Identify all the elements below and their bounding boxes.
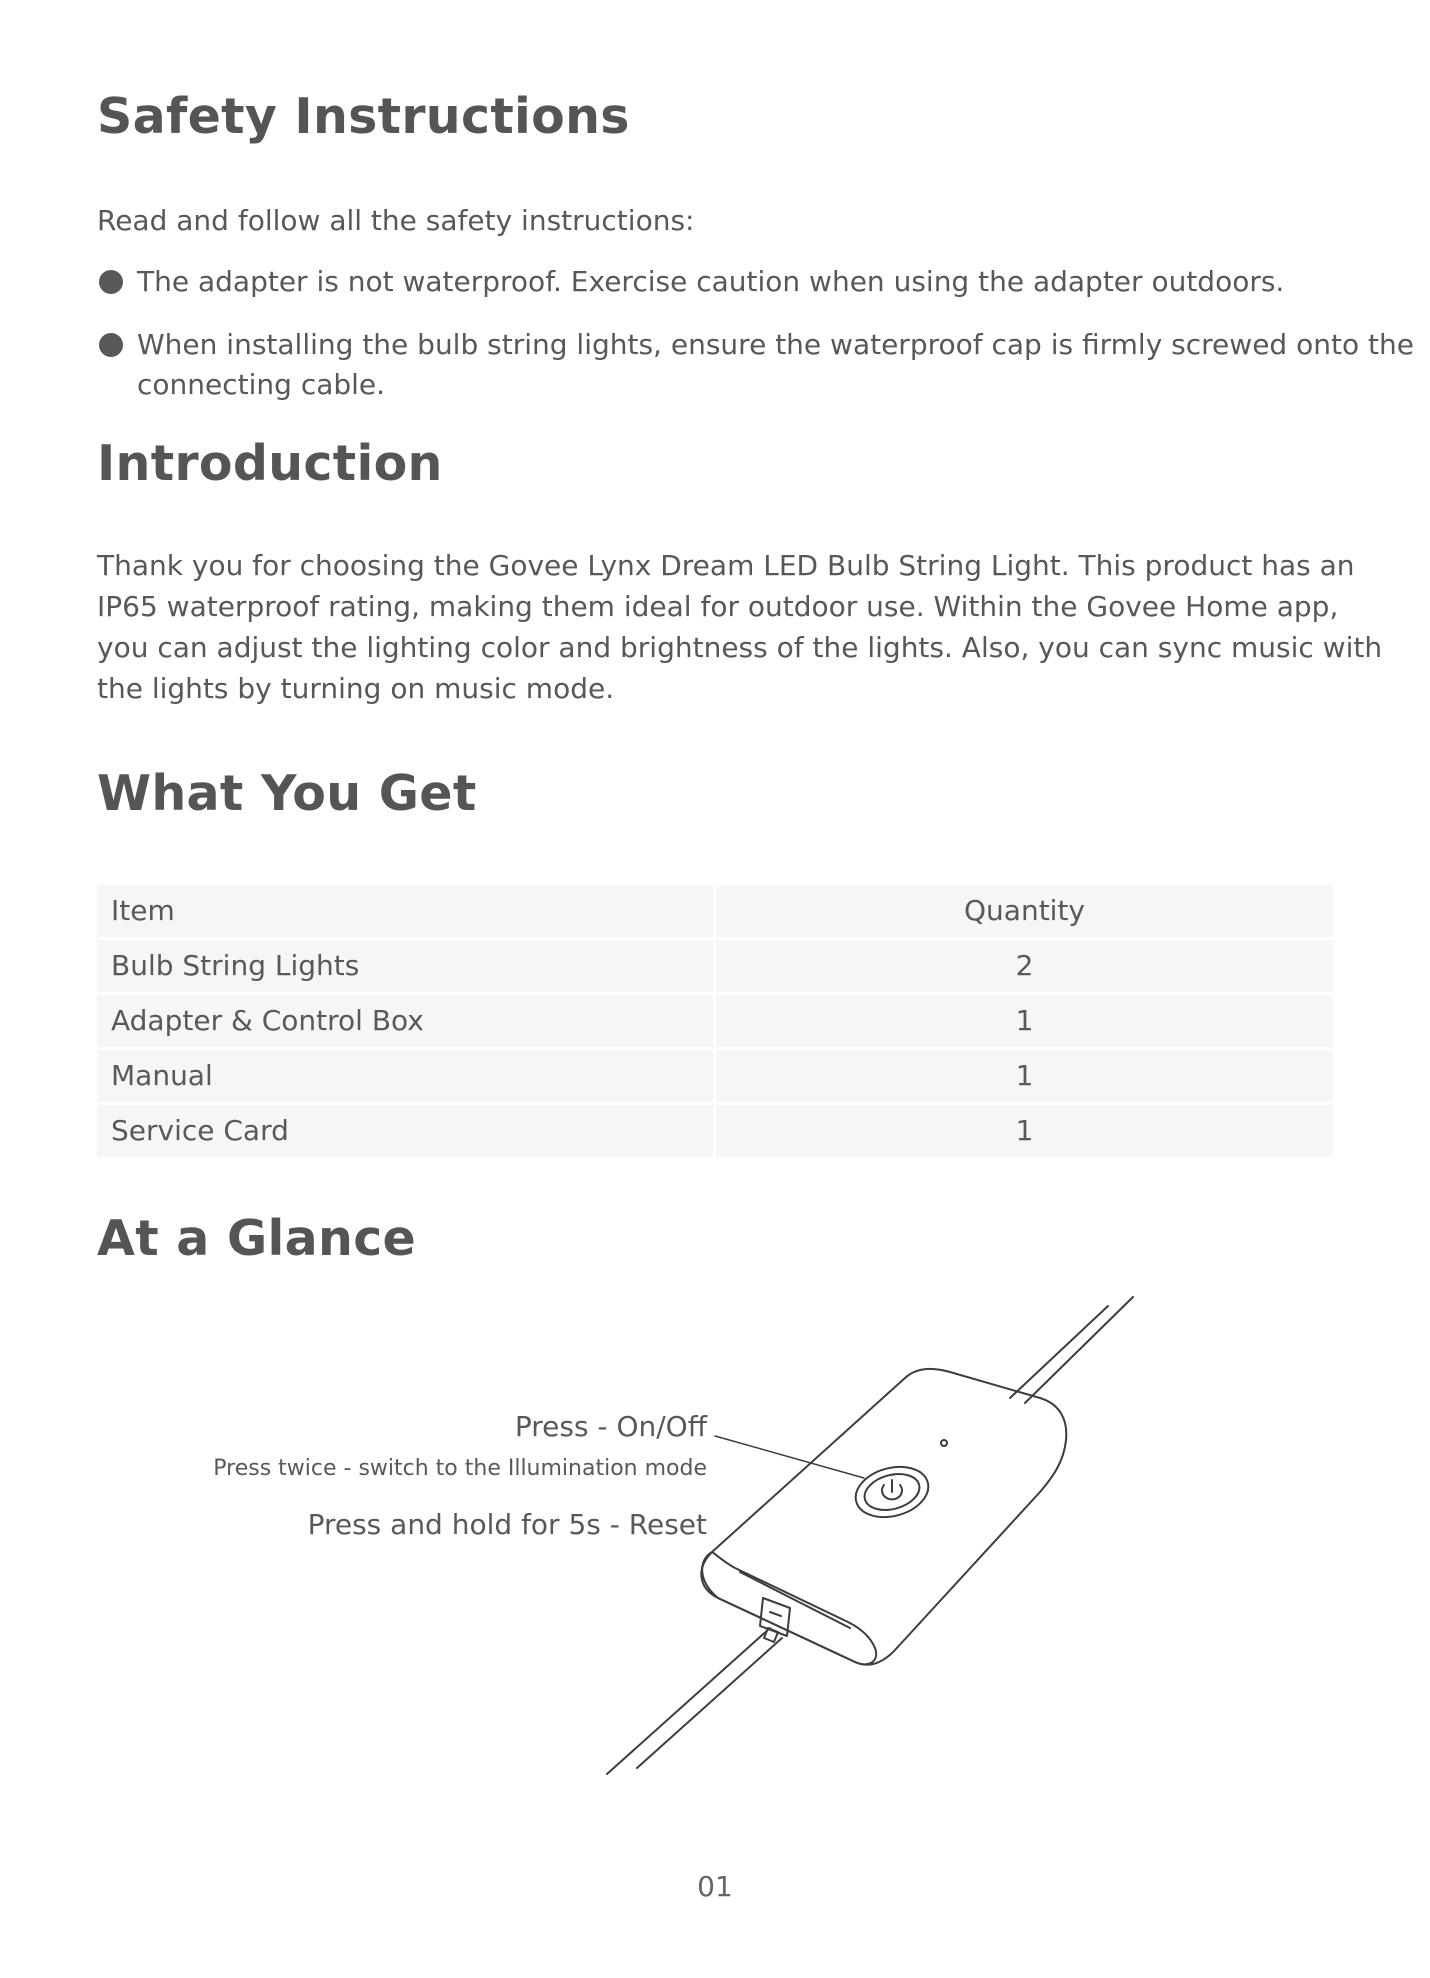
item-cell: Service Card — [97, 1105, 713, 1157]
table-row — [97, 1050, 1333, 1102]
safety-bullet-text: When installing the bulb string lights, ensure the waterproof cap is firmly screwed onto the — [137, 328, 1414, 361]
introduction-line: Thank you for choosing the Govee Lynx Dream LED Bulb String Light. This product has an — [97, 549, 1355, 582]
label-press-on-off: Press - On/Off — [514, 1410, 707, 1443]
table-row — [97, 940, 1333, 992]
introduction-line: you can adjust the lighting color and brightness of the lights. Also, you can sync music with — [97, 631, 1383, 664]
item-cell: Bulb String Lights — [97, 940, 713, 992]
bullet-dot-icon — [99, 270, 123, 294]
safety-bullet-text: The adapter is not waterproof. Exercise caution when using the adapter outdoors. — [137, 265, 1285, 298]
end-face-edge — [740, 1572, 850, 1628]
lower-cable-line — [607, 1628, 770, 1774]
page-number: 01 — [697, 1870, 733, 1903]
safety-intro: Read and follow all the safety instructions: — [97, 204, 695, 237]
safety-bullet-text-cont: connecting cable. — [137, 368, 386, 401]
control-box-illustration — [0, 1280, 1430, 1800]
indicator-light — [941, 1440, 947, 1446]
quantity-cell: 1 — [716, 995, 1333, 1047]
table-header-row — [97, 885, 1333, 937]
header-item: Item — [97, 885, 713, 937]
bullet-dot-icon — [99, 333, 123, 357]
introduction-line: the lights by turning on music mode. — [97, 672, 615, 705]
upper-cable-line — [1010, 1306, 1108, 1398]
item-cell: Adapter & Control Box — [97, 995, 713, 1047]
cable-sleeve — [764, 1628, 778, 1642]
label-press-twice: Press twice - switch to the Illumination mode — [213, 1456, 707, 1481]
table-row — [97, 995, 1333, 1047]
introduction-line: IP65 waterproof rating, making them ideal for outdoor use. Within the Govee Home app, — [97, 590, 1339, 623]
safety-title: Safety Instructions — [97, 88, 630, 145]
quantity-cell: 1 — [716, 1050, 1333, 1102]
header-quantity: Quantity — [716, 885, 1333, 937]
label-hold-reset: Press and hold for 5s - Reset — [307, 1508, 707, 1541]
at-a-glance-title: At a Glance — [97, 1210, 417, 1267]
what-you-get-title: What You Get — [97, 765, 477, 822]
introduction-title: Introduction — [97, 435, 443, 492]
quantity-cell: 2 — [716, 940, 1333, 992]
contents-table — [97, 885, 1333, 1160]
item-cell: Manual — [97, 1050, 713, 1102]
upper-cable-line — [1025, 1297, 1133, 1403]
lower-cable-line — [637, 1638, 782, 1768]
quantity-cell: 1 — [716, 1105, 1333, 1157]
connector-detail — [770, 1612, 781, 1616]
leader-line — [715, 1436, 864, 1478]
table-row — [97, 1105, 1333, 1157]
